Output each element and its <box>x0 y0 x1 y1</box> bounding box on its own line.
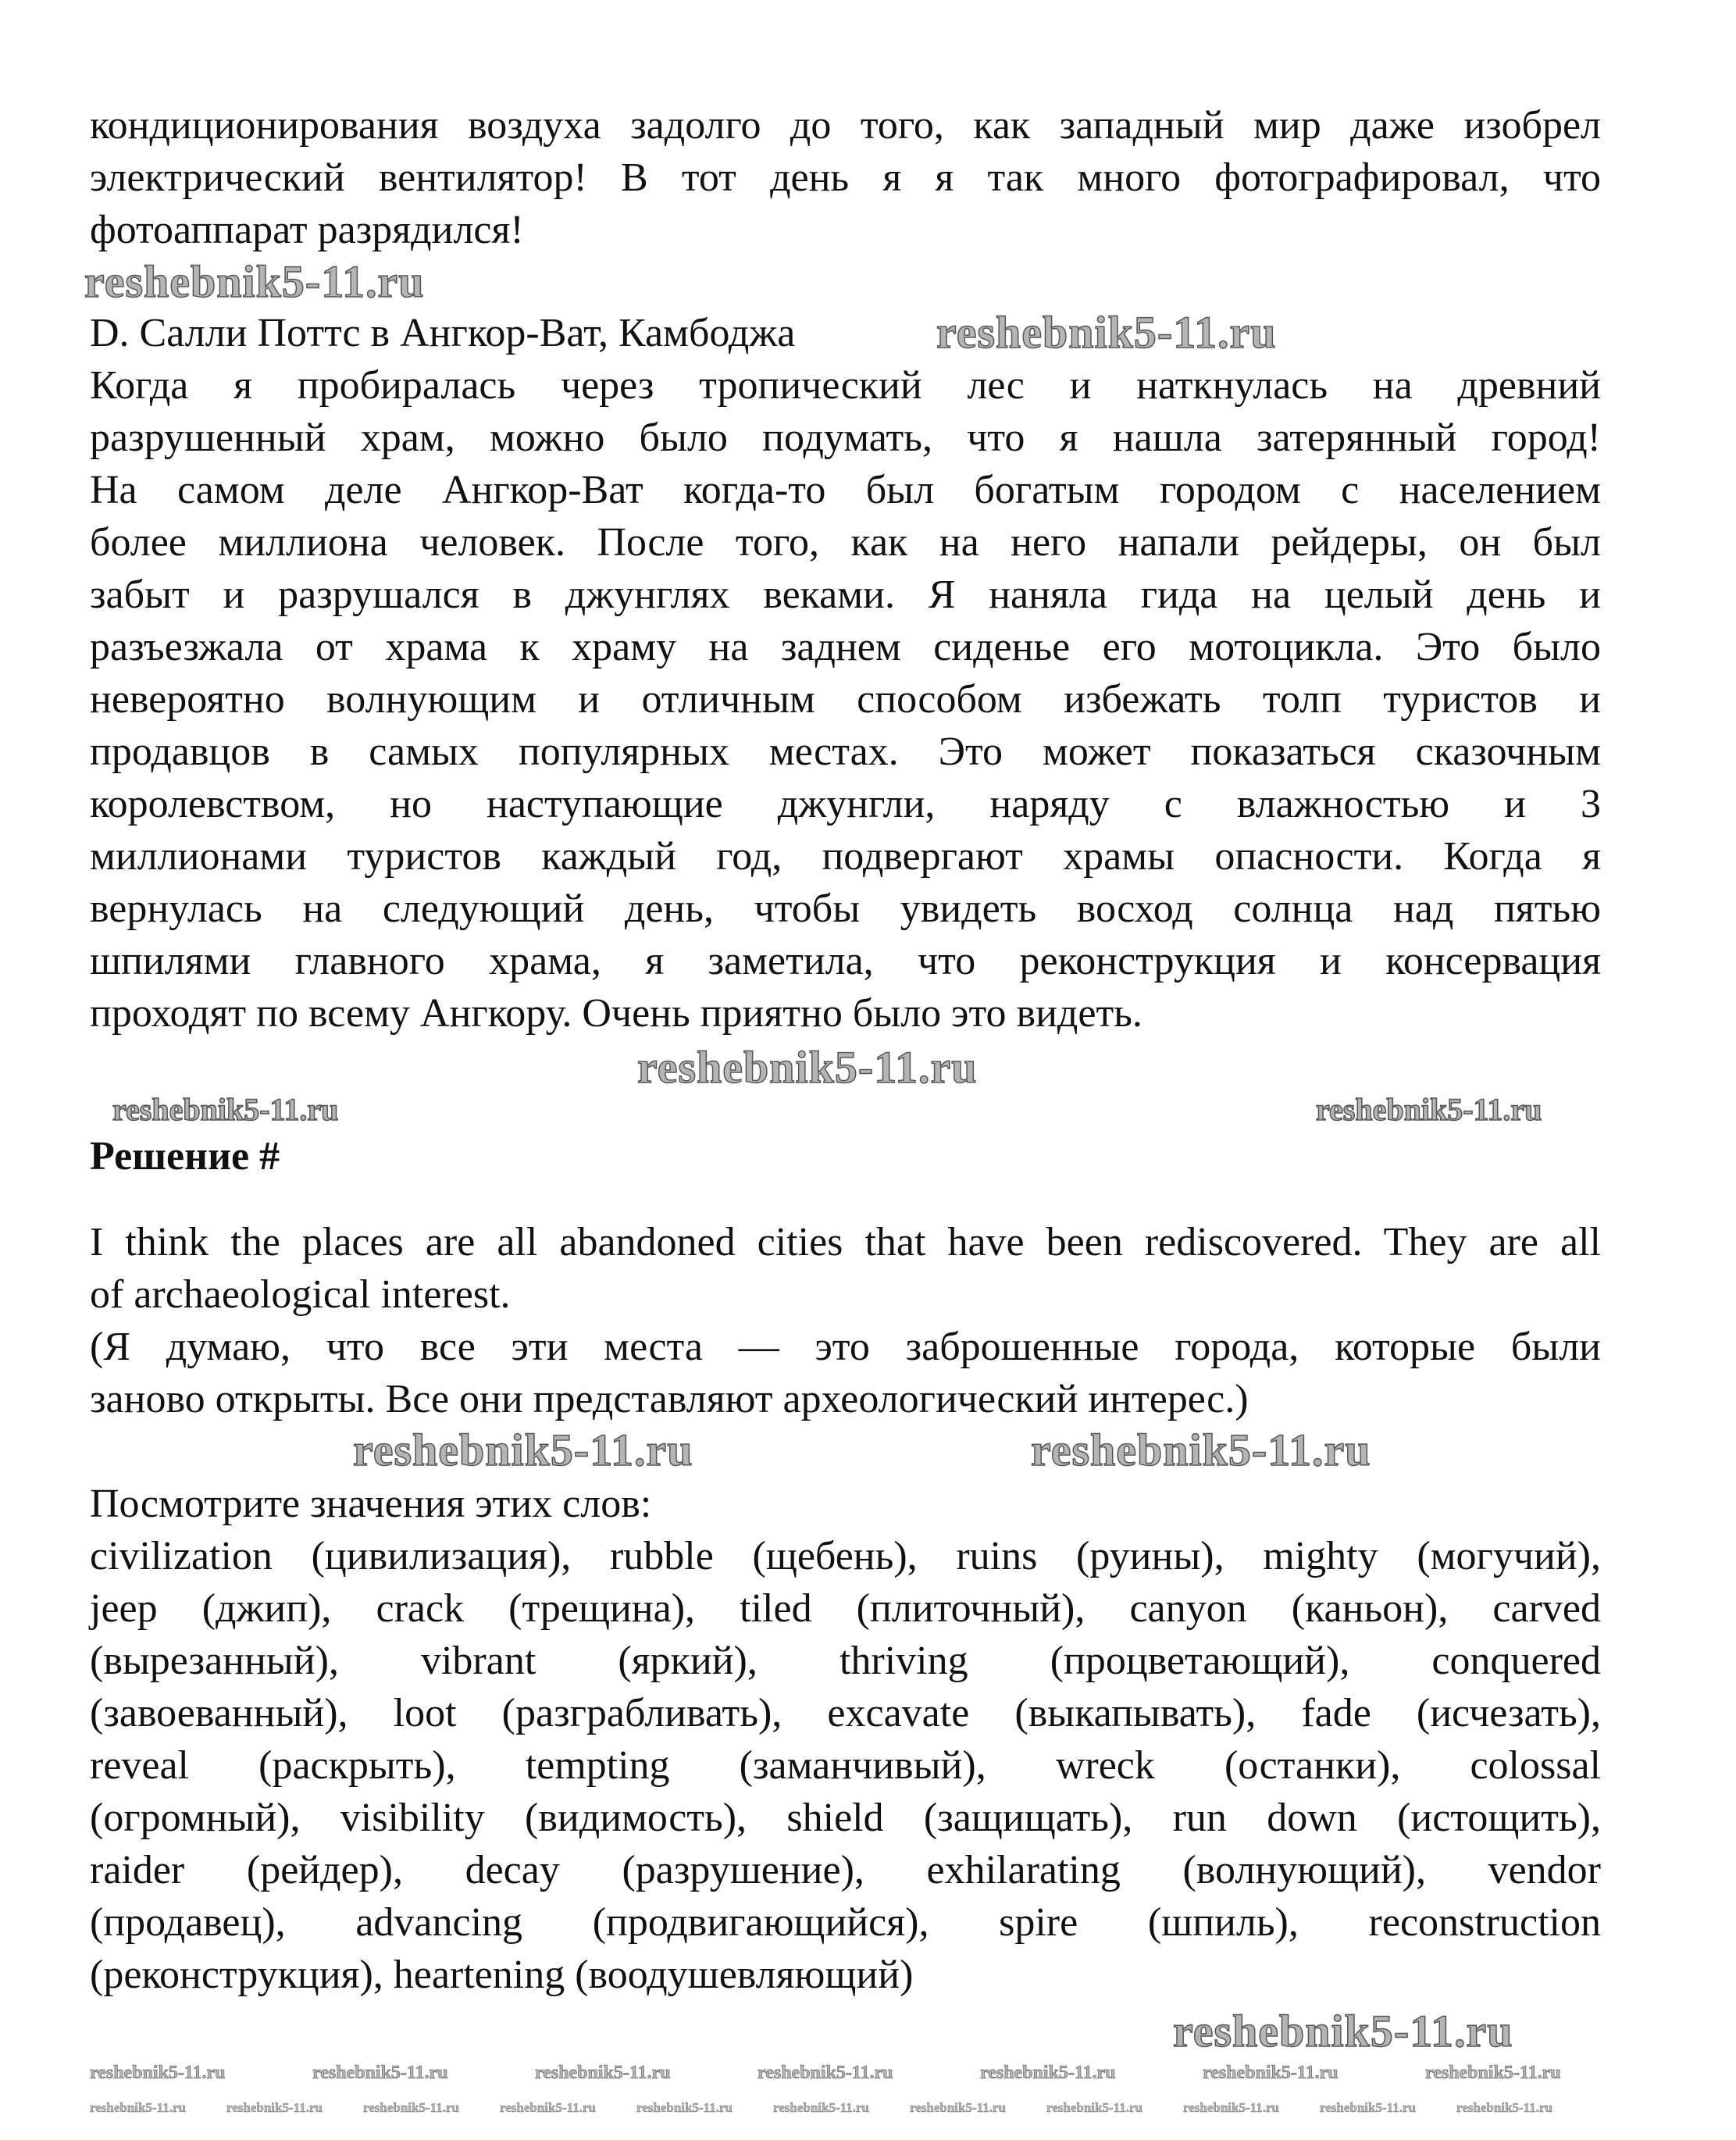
text-line: of archaeological interest. <box>90 1272 511 1317</box>
watermark: reshebnik5-11.ru <box>1031 1425 1371 1475</box>
vocab-line: civilization (цивилизация), rubble (щебень), ruins (руины), mighty (могучий), <box>90 1534 1601 1578</box>
watermark: reshebnik5-11.ru <box>1425 2063 1561 2083</box>
vocab-line: jeep (джип), crack (трещина), tiled (плиточный), canyon (каньон), carved <box>90 1586 1601 1631</box>
answer-paragraph <box>90 1216 1601 1321</box>
watermark: reshebnik5-11.ru <box>1183 2100 1279 2115</box>
section-d-paragraph <box>90 359 1601 1040</box>
watermark: reshebnik5-11.ru <box>312 2063 448 2083</box>
text-line: разрушенный храм, можно было подумать, что я нашла затерянный город! <box>90 416 1601 460</box>
text-line: продавцов в самых популярных местах. Это может показаться сказочным <box>90 729 1601 774</box>
vocab-line: (продавец), advancing (продвигающийся), spire (шпиль), reconstruction <box>90 1900 1601 1945</box>
watermark: reshebnik5-11.ru <box>1316 1092 1542 1127</box>
vocab-line: raider (рейдер), decay (разрушение), exhilarating (волнующий), vendor <box>90 1848 1601 1892</box>
text-line: забыт и разрушался в джунглях веками. Я наняла гида на целый день и <box>90 572 1601 617</box>
watermark: reshebnik5-11.ru <box>1173 2006 1513 2056</box>
text-line: вернулась на следующий день, чтобы увидеть восход солнца над пятью <box>90 886 1601 931</box>
vocab-heading: Посмотрите значения этих слов: <box>90 1482 652 1526</box>
watermark: reshebnik5-11.ru <box>84 256 425 307</box>
text-line: (Я думаю, что все эти места — это заброшенные города, которые были <box>90 1325 1601 1369</box>
text-line: королевством, но наступающие джунгли, наряду с влажностью и 3 <box>90 782 1601 826</box>
watermark: reshebnik5-11.ru <box>1203 2063 1339 2083</box>
vocab-line: (завоеванный), loot (разграбливать), excavate (выкапывать), fade (исчезать), <box>90 1691 1601 1735</box>
translation-paragraph <box>90 1321 1601 1425</box>
text-line: Когда я пробиралась через тропический лес и наткнулась на древний <box>90 363 1601 408</box>
watermark: reshebnik5-11.ru <box>980 2063 1116 2083</box>
text-line: фотоаппарат разрядился! <box>90 208 524 252</box>
watermark: reshebnik5-11.ru <box>757 2063 893 2083</box>
text-line: электрический вентилятор! В тот день я я так много фотографировал, что <box>90 155 1601 200</box>
watermark: reshebnik5-11.ru <box>1046 2100 1142 2115</box>
vocab-line: (огромный), visibility (видимость), shield (защищать), run down (истощить), <box>90 1796 1601 1840</box>
vocab-line: (вырезанный), vibrant (яркий), thriving (процветающий), conquered <box>90 1639 1601 1683</box>
text-line: более миллиона человек. После того, как на него напали рейдеры, он был <box>90 520 1601 565</box>
vocab-line: reveal (раскрыть), tempting (заманчивый), wreck (останки), colossal <box>90 1743 1601 1788</box>
watermark: reshebnik5-11.ru <box>936 307 1277 358</box>
text-line: I think the places are all abandoned cities that have been rediscovered. They are all <box>90 1220 1601 1264</box>
watermark: reshebnik5-11.ru <box>112 1092 339 1127</box>
solution-heading-block <box>90 1130 1601 1182</box>
text-line: кондиционирования воздуха задолго до того, как западный мир даже изобрел <box>90 103 1601 148</box>
intro-paragraph <box>90 99 1601 256</box>
text-line: проходят по всему Ангкору. Очень приятно было это видеть. <box>90 991 1142 1036</box>
solution-heading: Решение # <box>90 1134 280 1179</box>
watermark: reshebnik5-11.ru <box>636 2100 733 2115</box>
section-d-title: D. Салли Поттс в Ангкор-Ват, Камбоджа <box>90 311 796 355</box>
vocab-line: (реконструкция), heartening (воодушевляющий) <box>90 1953 914 1997</box>
watermark: reshebnik5-11.ru <box>226 2100 323 2115</box>
watermark: reshebnik5-11.ru <box>910 2100 1006 2115</box>
text-line: невероятно волнующим и отличным способом избежать толп туристов и <box>90 677 1601 722</box>
text-line: На самом деле Ангкор-Ват когда-то был богатым городом с населением <box>90 468 1601 512</box>
watermark: reshebnik5-11.ru <box>363 2100 459 2115</box>
watermark: reshebnik5-11.ru <box>90 2100 186 2115</box>
vocab-paragraph <box>90 1530 1601 2001</box>
watermark: reshebnik5-11.ru <box>353 1425 693 1475</box>
text-line: миллионами туристов каждый год, подвергают храмы опасности. Когда я <box>90 834 1601 879</box>
watermark: reshebnik5-11.ru <box>90 2063 226 2083</box>
watermark: reshebnik5-11.ru <box>1320 2100 1416 2115</box>
watermark: reshebnik5-11.ru <box>773 2100 869 2115</box>
watermark: reshebnik5-11.ru <box>500 2100 596 2115</box>
section-d-heading <box>90 307 1601 359</box>
text-line: заново открыты. Все они представляют археологический интерес.) <box>90 1377 1249 1421</box>
watermark: reshebnik5-11.ru <box>1456 2100 1552 2115</box>
watermark: reshebnik5-11.ru <box>535 2063 671 2083</box>
text-line: разъезжала от храма к храму на заднем сиденье его мотоцикла. Это было <box>90 625 1601 669</box>
text-line: шпилями главного храма, я заметила, что реконструкция и консервация <box>90 939 1601 983</box>
watermark: reshebnik5-11.ru <box>637 1042 978 1093</box>
vocab-heading-block <box>90 1478 1601 1530</box>
